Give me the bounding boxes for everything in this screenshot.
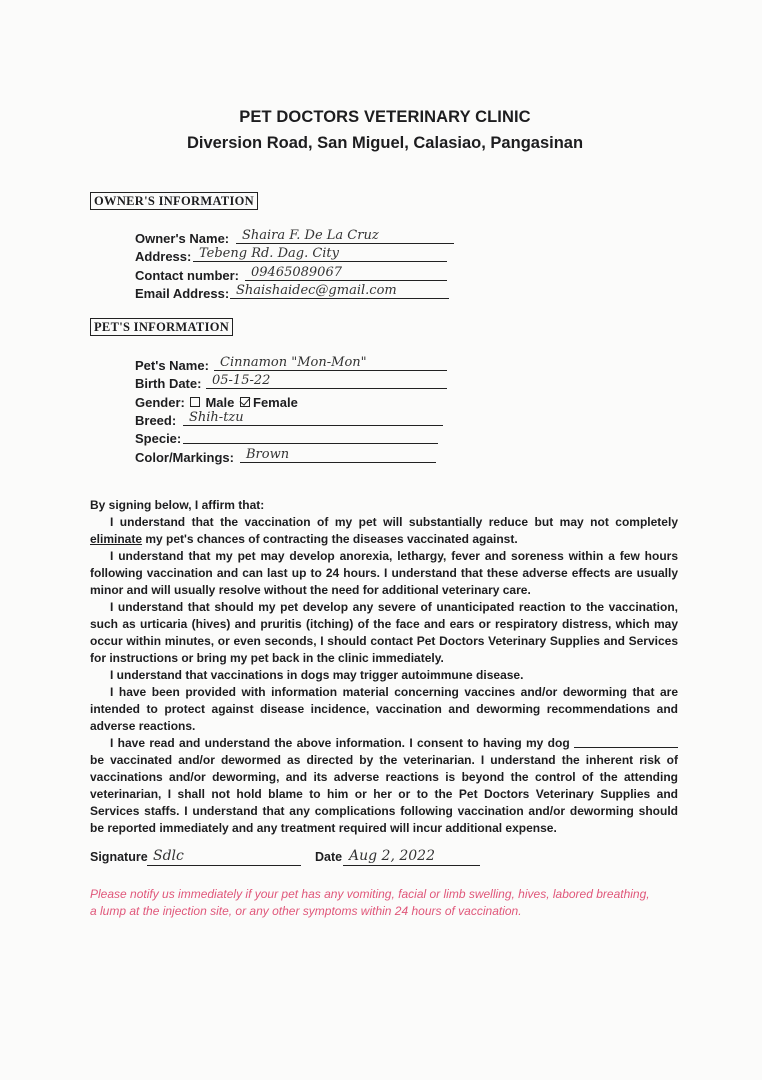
address-field[interactable]: Tebeng Rd. Dag. City: [193, 246, 447, 262]
owner-section-heading: OWNER'S INFORMATION: [90, 192, 258, 210]
consent-paragraph-4: I understand that vaccinations in dogs may trigger autoimmune disease.: [110, 668, 524, 682]
signature-field[interactable]: Sdlc: [147, 846, 301, 866]
date-label: Date: [315, 850, 343, 864]
consent-paragraph-5: I have been provided with information material concerning vaccines and/or deworming that are intended to protect against disease incidence, vaccination and deworming recommendations and adverse reactions.: [90, 685, 678, 733]
female-checkbox[interactable]: [240, 397, 250, 407]
consent-text: [90, 497, 678, 837]
birth-date-label: Birth Date:: [135, 376, 202, 391]
pet-section-heading: PET'S INFORMATION: [90, 318, 233, 336]
birth-date-field[interactable]: 05-15-22: [206, 373, 447, 389]
consent-p1-underlined: eliminate: [90, 532, 143, 546]
consent-intro: By signing below, I affirm that:: [90, 498, 265, 512]
contact-number-label: Contact number:: [135, 268, 239, 283]
consent-p1-end: my pet's chances of contracting the diseases vaccinated against.: [142, 532, 518, 546]
breed-label: Breed:: [135, 413, 177, 428]
contact-number-field[interactable]: 09465089067: [245, 265, 447, 281]
consent-p1-start: I understand that the vaccination of my pet will substantially reduce but may not completely: [110, 515, 678, 529]
color-markings-field[interactable]: Brown: [240, 447, 436, 463]
color-markings-label: Color/Markings:: [135, 450, 234, 465]
consent-p6-end: be vaccinated and/or dewormed as directed by the veterinarian. I understand the inherent risk of vaccinations and/or deworming, and its adverse reactions is beyond the control of the attending veterinarian, I shall not hold blame to him or her or to the Pet Doctors Veterinary Supplies and Services staffs. I understand that any complications following vaccination and/or deworming should be reported immediately and any treatment required will incur additional expense.: [90, 753, 678, 835]
breed-field[interactable]: Shih-tzu: [183, 410, 443, 426]
dog-name-blank[interactable]: [574, 736, 678, 748]
signature-label: Signature: [90, 850, 148, 864]
email-address-label: Email Address:: [135, 286, 230, 301]
consent-paragraph-3: I understand that should my pet develop any severe of unanticipated reaction to the vaccination, such as urticaria (hives) and pruritis (itching) of the face and ears or respiratory distress, which may occur within minutes, or even seconds, I should contact Pet Doctors Veterinary Supplies and Services for instructions or bring my pet back in the clinic immediately.: [90, 600, 678, 665]
specie-field[interactable]: [183, 428, 438, 444]
pet-name-field[interactable]: Cinnamon "Mon-Mon": [214, 355, 447, 371]
consent-paragraph-2: I understand that my pet may develop anorexia, lethargy, fever and soreness within a few hours following vaccination and can last up to 24 hours. I understand that these adverse effects are usually minor and will usually resolve without the need for additional veterinary care.: [90, 549, 678, 597]
clinic-address: Diversion Road, San Miguel, Calasiao, Pangasinan: [186, 134, 584, 152]
consent-paragraph-6: [90, 735, 678, 837]
consent-p6-start: I have read and understand the above information. I consent to having my dog: [110, 736, 570, 750]
female-option-label: Female: [253, 395, 298, 410]
owner-name-label: Owner's Name:: [135, 231, 230, 246]
consent-paragraph-1: [90, 514, 678, 548]
owner-name-field[interactable]: Shaira F. De La Cruz: [236, 228, 454, 244]
pet-name-label: Pet's Name:: [135, 358, 209, 373]
clinic-name: PET DOCTORS VETERINARY CLINIC: [239, 108, 531, 126]
address-label: Address:: [135, 249, 192, 264]
email-address-field[interactable]: Shaishaidec@gmail.com: [230, 283, 449, 299]
male-option-label: Male: [205, 395, 235, 410]
gender-label: Gender:: [135, 395, 185, 410]
specie-label: Specie:: [135, 431, 182, 446]
gender-row: [135, 395, 298, 410]
notice-text: Please notify us immediately if your pet has any vomiting, facial or limb swelling, hives, labored breathing, a lump at the injection site, or any other symptoms within 24 hours of vaccination.: [90, 887, 650, 918]
male-checkbox[interactable]: [190, 397, 200, 407]
date-field[interactable]: Aug 2, 2022: [343, 846, 480, 866]
